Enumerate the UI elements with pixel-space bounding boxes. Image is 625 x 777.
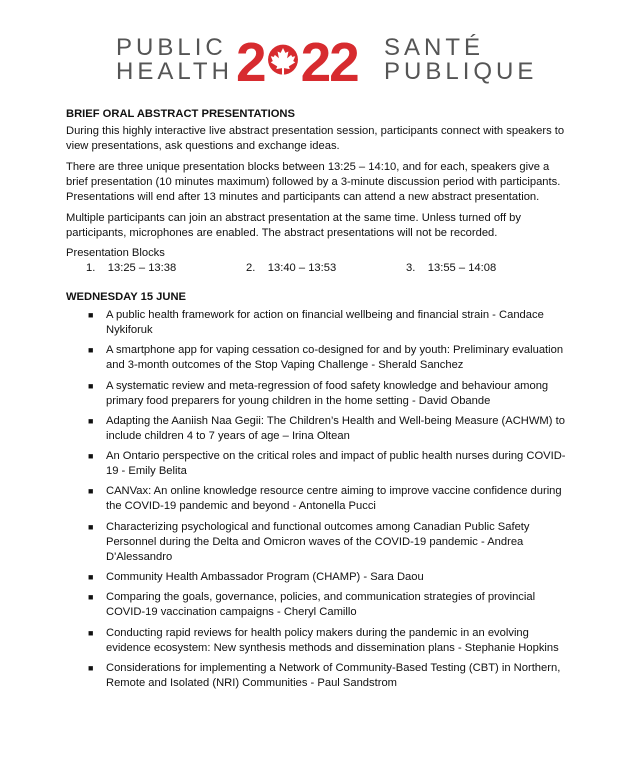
bullet-icon: ■ [88, 627, 94, 638]
logo-french-text: SANTÉ PUBLIQUE [384, 34, 538, 85]
bullet-icon: ■ [88, 486, 94, 497]
list-item: ■ Conducting rapid reviews for health policy makers during the pandemic in an evolving evidence ecosystem: New synthesis methods and dissemination plans - Stephanie Hopkins [88, 626, 559, 654]
section-title: BRIEF ORAL ABSTRACT PRESENTATIONS [66, 108, 295, 120]
bullet-icon: ■ [88, 415, 94, 426]
bullet-icon: ■ [88, 521, 94, 532]
block-item: 1. 13:25 – 13:38 [86, 262, 177, 274]
year-digit-2: 2 [236, 31, 265, 93]
intro-paragraph: During this highly interactive live abstract presentation session, participants connect with speakers to view presentations, ask questions and exchange ideas. [66, 125, 565, 152]
maple-leaf-icon [266, 42, 300, 82]
list-item: ■ A systematic review and meta-regression of food safety knowledge and behaviour among primary food preparers for young children in the home setting - David Obande [88, 379, 549, 407]
abstract-list [66, 308, 566, 691]
bullet-icon: ■ [88, 380, 94, 391]
list-item: ■ Characterizing psychological and functional outcomes among Canadian Public Safety Personnel during the Delta and Omicron waves of the COVID-19 pandemic - Andrea D'Alessandro [88, 520, 530, 563]
document-body [66, 108, 566, 696]
list-item: ■ Community Health Ambassador Program (CHAMP) - Sara Daou [88, 571, 424, 584]
year-digits-22: 22 [300, 31, 358, 93]
bullet-icon: ■ [88, 572, 94, 583]
list-item: ■ A public health framework for action on financial wellbeing and financial strain - Candace Nykiforuk [88, 309, 544, 336]
bullet-icon: ■ [88, 662, 94, 673]
list-item: ■ Adapting the Aaniish Naa Gegii: The Children’s Health and Well-being Measure (ACHWM) to include children 4 to 7 years of age – Irina Oltean [88, 414, 565, 442]
bullet-icon: ■ [88, 310, 94, 320]
logo-english-text: PUBLIC HEALTH [116, 34, 233, 85]
bullet-icon: ■ [88, 345, 94, 356]
list-item: ■ An Ontario perspective on the critical roles and impact of public health nurses during COVID-19 - Emily Belita [88, 450, 566, 478]
logo-year [236, 31, 386, 93]
list-item: ■ A smartphone app for vaping cessation co-designed for and by youth: Preliminary evaluation and 3-month outcomes of the Stop Vaping Challenge - Sherald Sanchez [88, 344, 564, 372]
list-item: ■ Comparing the goals, governance, policies, and communication strategies of provincial COVID-19 vaccination campaigns - Cheryl Camillo [88, 591, 536, 619]
blocks-label: Presentation Blocks [66, 247, 165, 259]
block-item: 3. 13:55 – 14:08 [406, 262, 497, 274]
bullet-icon: ■ [88, 451, 94, 462]
participants-paragraph: Multiple participants can join an abstract presentation at the same time. Unless turned off by participants, microphones are enabled. The abstract presentations will not be recorded. [66, 212, 521, 239]
conference-logo [0, 31, 625, 93]
presentation-blocks [86, 262, 566, 274]
list-item: ■ CANVax: An online knowledge resource centre aiming to improve vaccine confidence during the COVID-19 pandemic and beyond - Antonella Pucci [88, 485, 562, 513]
day-heading: WEDNESDAY 15 JUNE [66, 291, 186, 303]
block-item: 2. 13:40 – 13:53 [246, 262, 337, 274]
blocks-paragraph: There are three unique presentation blocks between 13:25 – 14:10, and for each, speakers give a brief presentation (10 minutes maximum) followed by a 3-minute discussion period with participants. Presentations will end after 13 minutes and participants can attend a new abstract presentation. [66, 161, 561, 203]
list-item: ■ Considerations for implementing a Network of Community-Based Testing (CBT) in Northern, Remote and Isolated (NRI) Communities - Paul Sandstrom [88, 661, 561, 689]
bullet-icon: ■ [88, 592, 94, 603]
